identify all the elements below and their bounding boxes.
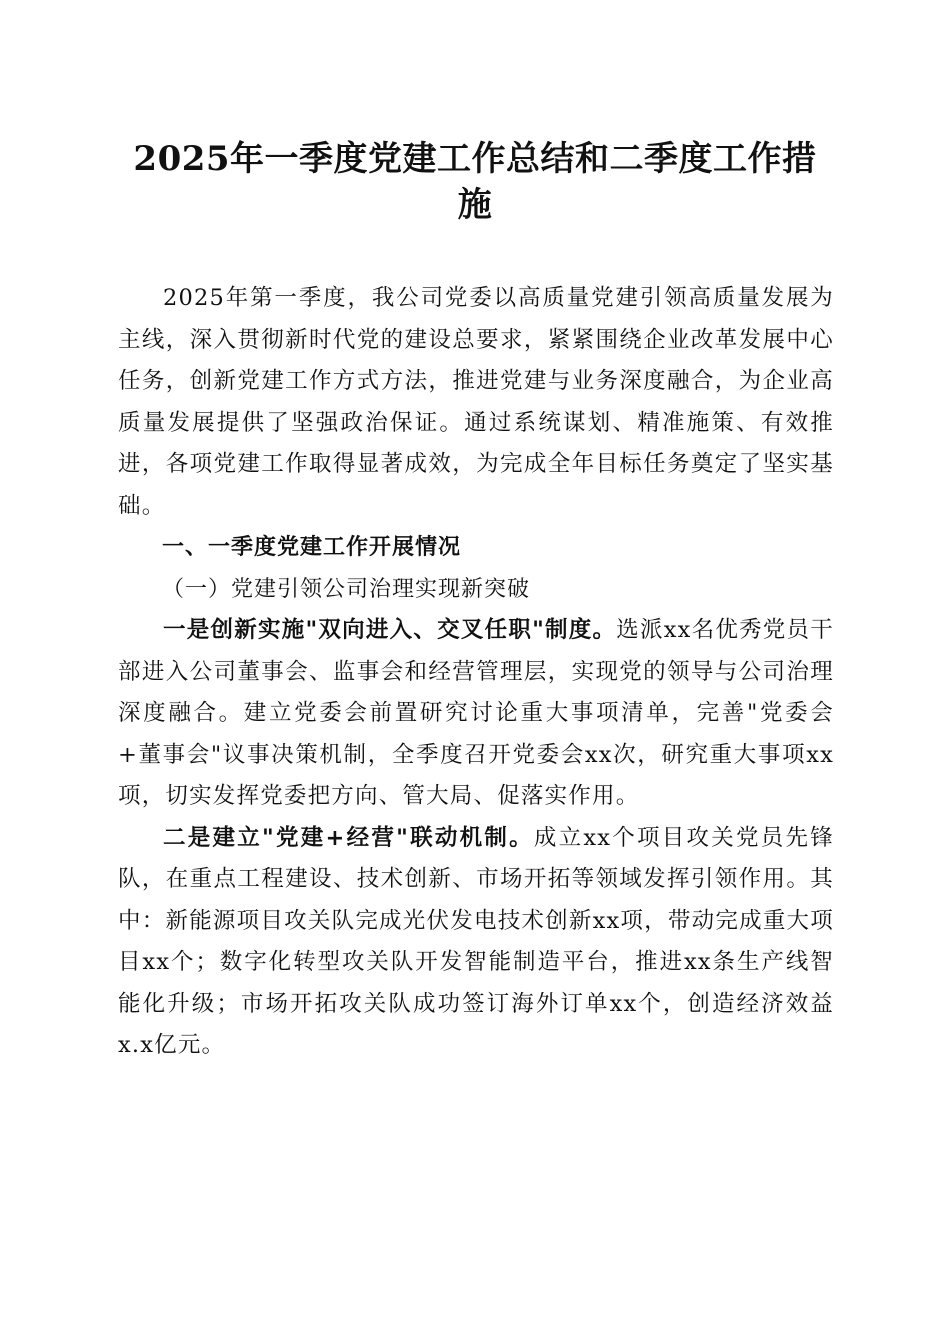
item-paragraph-2 [118,818,834,1067]
item-text-1: 选派xx名优秀党员干部进入公司董事会、监事会和经营管理层，实现党的领导与公司治理深度融合。建立党委会前置研究讨论重大事项清单，完善"党委会+董事会"议事决策机制，全季度召开党委会xx次，研究重大事项xx项，切实发挥党委把方向、管大局、促落实作用。 [118,617,834,809]
document-body [118,278,834,1067]
intro-paragraph: 2025年第一季度，我公司党委以高质量党建引领高质量发展为主线，深入贯彻新时代党的建设总要求，紧紧围绕企业改革发展中心任务，创新党建工作方式方法，推进党建与业务深度融合，为企业高质量发展提供了坚强政治保证。通过系统谋划、精准施策、有效推进，各项党建工作取得显著成效，为完成全年目标任务奠定了坚实基础。 [118,285,834,519]
document-title: 2025年一季度党建工作总结和二季度工作措施 [133,139,817,225]
section-heading: 一、一季度党建工作开展情况 [162,535,462,560]
item-lead-2: 二是建立"党建+经营"联动机制。 [163,824,534,851]
item-paragraph-1 [118,610,834,818]
subsection-heading: （一）党建引领公司治理实现新突破 [162,576,531,602]
item-text-2: 成立xx个项目攻关党员先锋队，在重点工程建设、技术创新、市场开拓等领域发挥引领作用。其中：新能源项目攻关队完成光伏发电技术创新xx项，带动完成重大项目xx个；数字化转型攻关队开发智能制造平台，推进xx条生产线智能化升级；市场开拓攻关队成功签订海外订单xx个，创造经济效益x.x亿元。 [118,824,835,1058]
item-lead-1: 一是创新实施"双向进入、交叉任职"制度。 [163,617,617,643]
